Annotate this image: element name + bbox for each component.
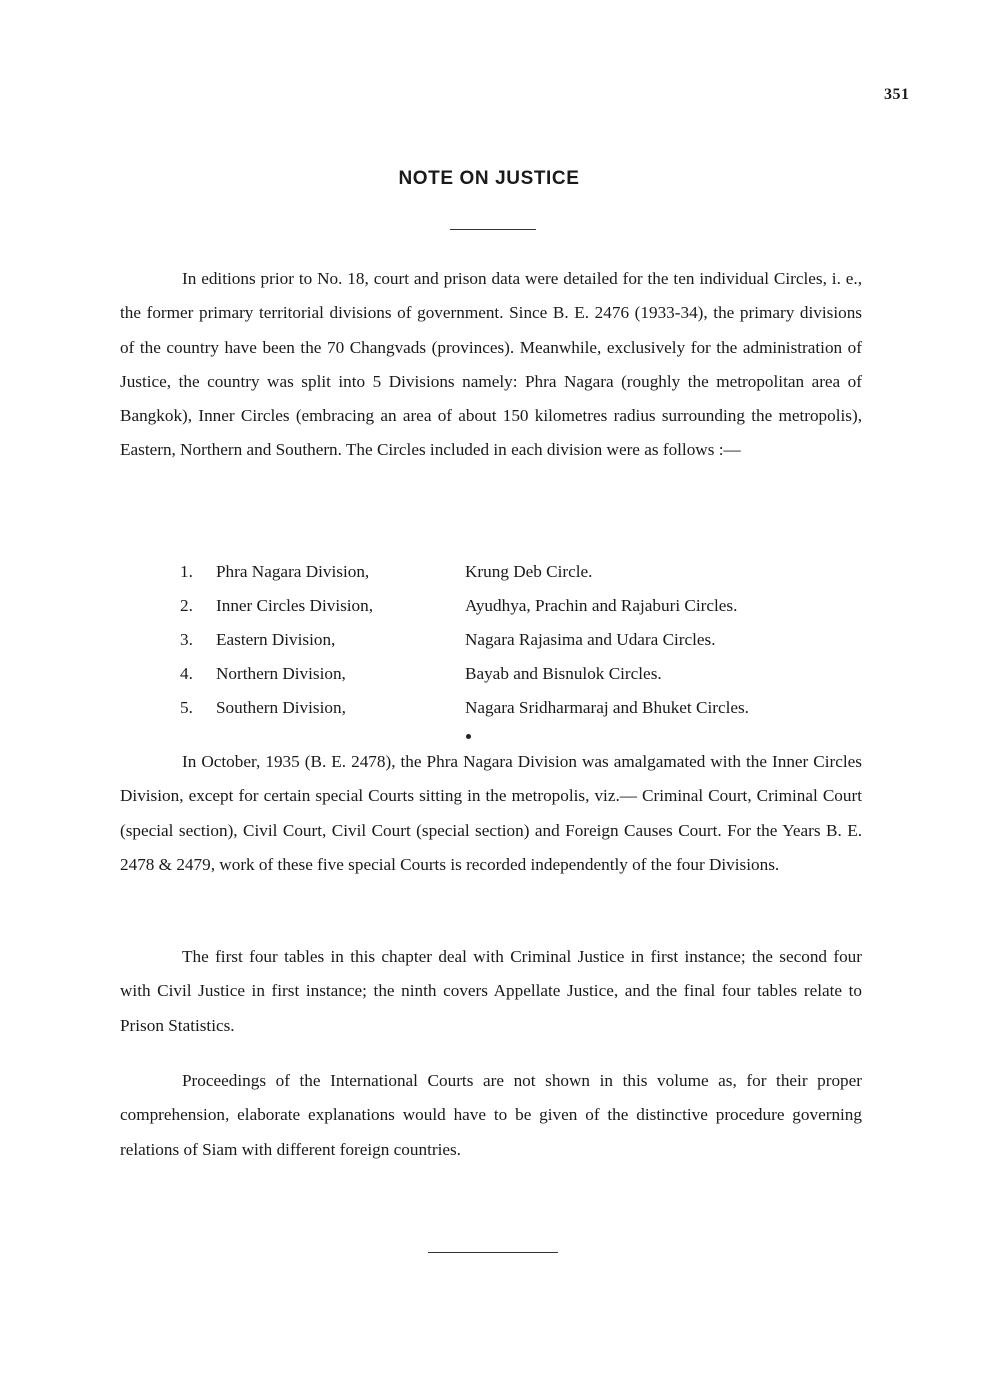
division-number: 4. [180, 664, 193, 683]
division-row [180, 589, 870, 623]
division-number: 2. [180, 596, 193, 615]
end-rule [428, 1252, 558, 1253]
page-number: 351 [884, 86, 910, 103]
intro-paragraph: In editions prior to No. 18, court and prison data were detailed for the ten individual Circles, i. e., the former primary territorial divisions of government. Since B. E. 2476 (1933-34), the primary divisions of the country have been the 70 Changvads (provinces). Meanwhile, exclusively for the administration of Justice, the country was split into 5 Divisions namely: Phra Nagara (roughly the metropolitan area of Bangkok), Inner Circles (embracing an area of about 150 kilometres radius surrounding the metropolis), Eastern, Northern and Southern. The Circles included in each division were as follows :— [120, 269, 862, 460]
division-list [180, 555, 870, 725]
division-name: Inner Circles Division, [216, 596, 374, 615]
amalgamation-paragraph: In October, 1935 (B. E. 2478), the Phra Nagara Division was amalgamated with the Inner Circles Division, except for certain special Courts sitting in the metropolis, viz.— Criminal Court, Criminal Court (special section), Civil Court, Civil Court (special section) and Foreign Causes Court. For the Years B. E. 2478 & 2479, work of these five special Courts is recorded independently of the four Divisions. [120, 752, 862, 874]
division-number: 1. [180, 562, 193, 581]
division-circles: Bayab and Bisnulok Circles. [465, 664, 662, 683]
division-name: Southern Division, [216, 698, 346, 717]
title-rule [450, 229, 536, 230]
division-circles: Nagara Rajasima and Udara Circles. [465, 630, 716, 649]
division-number: 3. [180, 630, 193, 649]
page-title: NOTE ON JUSTICE [398, 168, 580, 189]
division-row [180, 555, 870, 589]
division-number: 5. [180, 698, 193, 717]
tables-paragraph: The first four tables in this chapter deal with Criminal Justice in first instance; the second four with Civil Justice in first instance; the ninth covers Appellate Justice, and the final four tables relate to Prison Statistics. [120, 947, 862, 1035]
division-name: Northern Division, [216, 664, 346, 683]
bullet-dot [466, 734, 471, 739]
international-courts-paragraph: Proceedings of the International Courts are not shown in this volume as, for their proper comprehension, elaborate explanations would have to be given of the distinctive procedure governing relations of Siam with different foreign countries. [120, 1071, 862, 1159]
division-row [180, 657, 870, 691]
division-row [180, 691, 870, 725]
division-row [180, 623, 870, 657]
division-circles: Ayudhya, Prachin and Rajaburi Circles. [465, 596, 738, 615]
division-name: Eastern Division, [216, 630, 336, 649]
division-circles: Krung Deb Circle. [465, 562, 593, 581]
division-name: Phra Nagara Division, [216, 562, 370, 581]
division-circles: Nagara Sridharmaraj and Bhuket Circles. [465, 698, 749, 717]
